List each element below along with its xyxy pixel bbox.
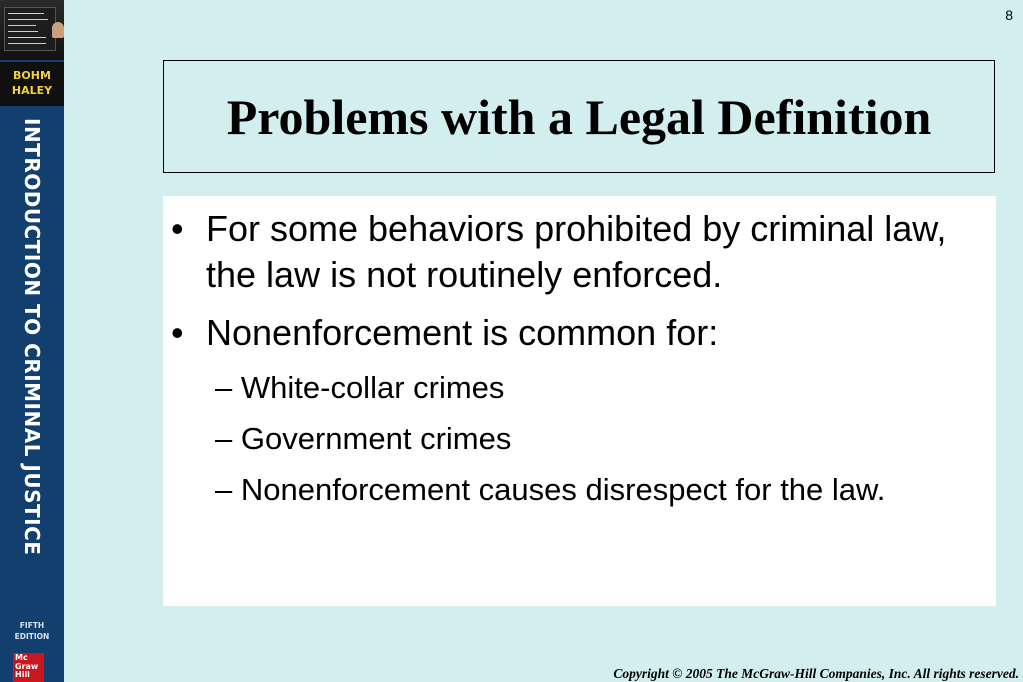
cover-line [8, 25, 36, 26]
book-sidebar [0, 0, 64, 682]
logo-line: Hill [15, 670, 30, 679]
slide-title: Problems with a Legal Definition [226, 88, 932, 145]
sub-bullet-item [215, 368, 504, 408]
bullet-marker: • [171, 208, 184, 249]
author-names [0, 62, 64, 106]
edition-word: EDITION [14, 632, 50, 641]
cover-line [8, 37, 46, 38]
sub-bullet-text: White-collar crimes [240, 370, 505, 405]
bullet-marker: • [171, 312, 184, 353]
logo-line: Graw [15, 661, 39, 671]
mcgraw-hill-logo [13, 653, 44, 682]
edition-label [0, 620, 64, 642]
sub-bullet-item [215, 419, 511, 459]
sub-bullet-marker: – [215, 472, 233, 507]
author-name: HALEY [11, 84, 53, 97]
cover-line [8, 13, 44, 14]
title-box [163, 60, 995, 173]
edition-word: FIFTH [19, 621, 45, 630]
bullet-item: For some behaviors prohibited by criminal law, the law is not routinely enforced. [206, 208, 947, 295]
sub-bullet-text: Government crimes [240, 421, 512, 456]
sub-bullet-marker: – [215, 370, 233, 405]
content-box [163, 196, 996, 606]
sub-bullet-marker: – [215, 421, 233, 456]
sub-bullet-text: Nonenforcement causes disrespect for the law. [240, 472, 886, 507]
sub-bullet-item [215, 470, 885, 510]
bullet-item: Nonenforcement is common for: [206, 312, 719, 353]
book-title: INTRODUCTION TO CRIMINAL JUSTICE [20, 118, 44, 556]
cover-line [8, 43, 46, 44]
author-name: BOHM [13, 69, 51, 82]
logo-line: Mc [15, 653, 28, 662]
cover-line [8, 19, 48, 20]
cover-line [8, 31, 38, 32]
copyright-footer: Copyright © 2005 The McGraw-Hill Companies, Inc. All rights reserved. [613, 666, 1019, 681]
slide-number: 8 [1005, 7, 1013, 23]
book-cover-thumbnail [0, 0, 64, 60]
cover-photo [52, 22, 64, 38]
